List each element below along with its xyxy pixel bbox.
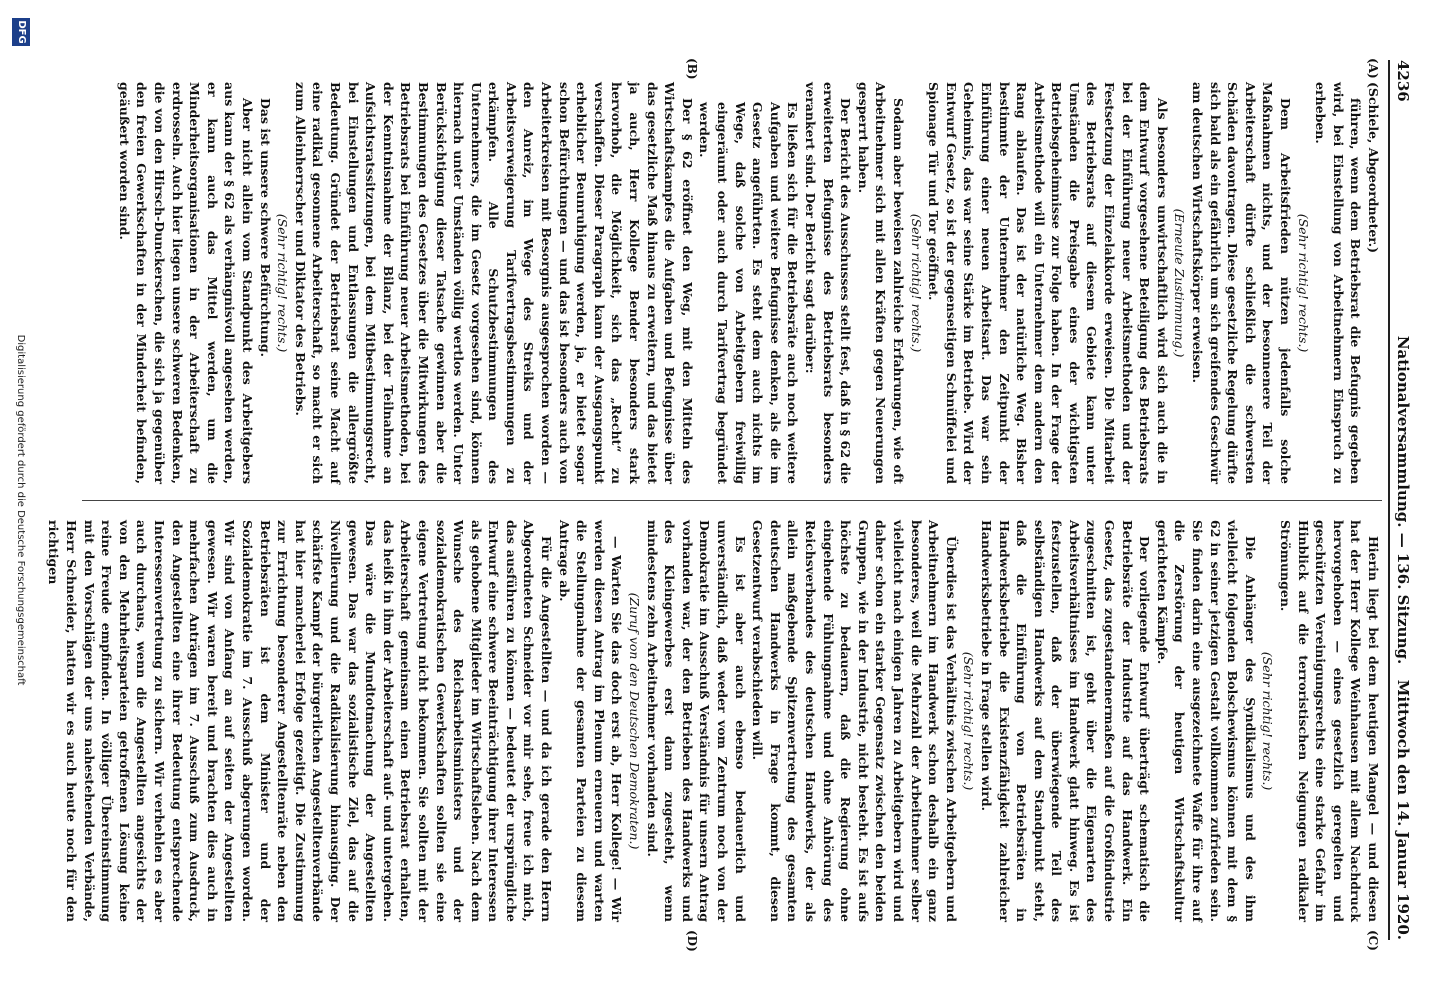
text-paragraph: Sodann aber beweisen zahlreiche Erfahrungen, wie oft Arbeitnehmer sich mit allen Kräften gegen Neuerungen gesperrt haben. bbox=[855, 82, 906, 484]
text-paragraph: Für die Angestellten — und da ich gerade den Herrn Abgeordneten Schneider vor mir sehe, freue ich mich, das ausführen zu können — bedeutet der ursprüngliche Entwurf eine schwere Beeinträchtigung ihrer Interessen als gehobene Mitglieder im Wirtschaftsleben. Nach dem Wunsche des Reichsarbeitsministers und der sozialdemokratischen Gewerkschaften sollten sie eine eigene Vertretung nicht bekommen. Sie sollten mit der Arbeiterschaft gemeinsam einen Betriebsrat erhalten, das heißt in ihm der Arbeiterschaft auf- und untergehen. Das wäre die Mundtotmachung der Angestellten gewesen. Das war das sozialistische Ziel, das auf die Nivellierung und die Radikalisierung hinausging. Der schärfste Kampf der bürgerlichen Angestelltenverbände hat hier mancherlei Erfolge gezeitigt. Die Zustimmung zur Errichtung besonderer Angestelltenräte neben den Betriebsräten ist dem Minister und der Sozialdemokratie im 7. Ausschuß abgerungen worden. Wir sind von Anfang an auf seiten der Angestellten gewesen. Wir waren bereit und brachten dies auch in mehrfachen Anträgen im 7. Ausschuß zum Ausdruck, den Angestellten eine ihrer Bedeutung entsprechende Interessenvertretung zu sichern. Wir verhehlen es aber auch durchaus, wenn die Angestellten angesichts der von den Mehrheitsparteien getroffenen Lösung keine reine Freude empfinden. In völliger Übereinstimmung mit den Vorschlägen der uns nahestehenden Verbände, Herr Schneider, hatten wir es auch heute noch für den richtigen bbox=[46, 520, 555, 922]
text-paragraph: Dem Arbeitsfrieden nützen jedenfalls solche Maßnahmen nichts, und der besonnenere Teil der Arbeiterschaft dürfte schließlich die schwersten Schäden davontragen. Diese gesetzliche Regelung dürfte sich bald als ein gefährlich um sich greifendes Geschwür am deutschen Wirtschaftskörper erweisen. bbox=[1190, 82, 1294, 484]
text-paragraph: Hierin liegt bei dem heutigen Mangel — und diesen hat der Herr Kollege Weinhausen mit allem Nachdruck hervorgehoben — eines gesetzlich geregelten und geschützten Vereinigungsrechts eine starke Gefahr im Hinblick auf die terroristischen Neigungen radikaler Strömungen. bbox=[1278, 520, 1381, 922]
block-quote: Es ließen sich für die Betriebsräte auch noch weitere Aufgaben und weitere Befugnisse denken, als die im Gesetz angeführten. Es steht dem auch nichts im Wege, daß solche von Arbeitgebern freiwillig eingeräumt oder auch durch Tarifvertrag begründet werden. bbox=[697, 102, 801, 484]
interjection-remark: (Sehr richtig! rechts.) bbox=[961, 651, 977, 791]
interjection-remark: (Sehr richtig! rechts.) bbox=[908, 213, 924, 353]
margin-mark-c: (C) bbox=[1366, 930, 1380, 951]
text-paragraph: Das ist unsere schwere Befürchtung. bbox=[257, 98, 273, 357]
page-number: 4236 bbox=[1394, 60, 1412, 102]
dfg-logo: DFG bbox=[12, 18, 30, 46]
interjection-remark: (Sehr richtig! rechts.) bbox=[275, 213, 291, 353]
session-title: Nationalversammlung. — 136. Sitzung. bbox=[1394, 335, 1412, 665]
interjection-remark: (Sehr richtig! rechts.) bbox=[1260, 651, 1276, 791]
text-paragraph: Überdies ist das Verhältnis zwischen Arbeitgebern und Arbeitnehmern im Handwerk schon deshalb ein ganz besonderes, weil die Mehrzahl der Arbeitnehmer selber vielleicht nach einigen Jahren zu Arbeitgebern wird und daher schon ein starker Gegensatz zwischen den beiden Gruppen, wie in der Industrie, nicht besteht. Es ist aufs höchste zu bedauern, daß die Regierung ohne eingehende Fühlungnahme und ohne Anhörung des Reichsverbandes des deutschen Handwerks, der als allein maßgebende Spitzenvertretung des gesamten deutschen Handwerks in Frage kommt, diesen Gesetzentwurf verabschieden will. bbox=[750, 520, 959, 922]
right-text-column bbox=[46, 520, 1382, 922]
header-rule bbox=[1388, 60, 1390, 940]
interjection-remark: (Erneute Zustimmung.) bbox=[1172, 208, 1188, 358]
text-paragraph: führen, wenn dem Betriebsrat die Befugnis gegeben wird, bei Einstellung von Arbeitnehmern Einspruch zu erheben. bbox=[1313, 82, 1364, 484]
text-paragraph: Der Bericht des Ausschusses stellt fest, daß in § 62 die erweiterten Befugnisse des Betriebsrats besonders verankert sind. Der Bericht sagt darüber: bbox=[803, 82, 854, 484]
margin-mark-a: (A) bbox=[1366, 58, 1380, 79]
text-paragraph: Als besonders unwirtschaftlich wird sich auch die in dem Entwurf vorgesehene Beteiligung des Betriebsrats bei der Einführung neuer Arbeitsmethoden und der Festsetzung der Einzelakkorde erweisen. Die Mitarbeit des Betriebsrats auf diesem Gebiete kann unter Umständen die Preisgabe eines der wichtigsten Betriebsgeheimnisse zur Folge haben. In der Frage der Arbeitsmethode will ein Unternehmer dem andern den Rang ablaufen. Das ist der natürliche Weg. Bisher bestimmte der Unternehmer den Zeitpunkt der Einführung einer neuen Arbeitsart. Das war sein Geheimnis, das war seine Stärke im Betriebe. Wird der Entwurf Gesetz, so ist der gegenseitigen Schnüffelei und Spionage Tür und Tor geöffnet. bbox=[926, 82, 1170, 484]
column-divider bbox=[82, 500, 1382, 501]
text-paragraph: — Warten Sie das doch erst ab, Herr Kollege! — Wir werden diesen Antrag im Plenum erneuern und warten die Stellungnahme der gesamten Parteien zu diesem Antrage ab. bbox=[556, 520, 625, 922]
speaker-label: (Schiele, Abgeordneter.) bbox=[1366, 82, 1381, 254]
text-paragraph: Die Anhänger des Syndikalismus und des ihm vielleicht folgenden Bolschewismus können mit dem § 62 in seiner jetzigen Gestalt vollkommen zufrieden sein. Sie finden darin eine ausgezeichnete Waffe für ihre auf die Zerstörung der heutigen Wirtschaftskultur gerichteten Kämpfe. bbox=[1154, 520, 1258, 922]
text-paragraph: Es ist aber auch ebenso bedauerlich und unverständlich, daß weder vom Zentrum noch von der Demokratie im Ausschuß Verständnis für unsern Antrag vorhanden war, der den Betrieben des Handwerks und des Kleingewerbes erst dann zugesteht, wenn mindestens zehn Arbeitnehmer vorhanden sind. bbox=[644, 520, 748, 922]
text-paragraph: Der vorliegende Entwurf überträgt schematisch die Betriebsräte der Industrie auf das Handwerk. Ein Gesetz, das zugestandenermaßen auf die Großindustrie zugeschnitten ist, geht über die Eigenarten des Arbeitsverhältnisses im Handwerk glatt hinweg. Es ist festzustellen, daß der überwiegende Teil des selbständigen Handwerks auf dem Standpunkt steht, daß die Einführung von Betriebsräten in Handwerksbetriebe die Existenzfähigkeit zahlreicher Handwerksbetriebe in Frage stellen wird. bbox=[978, 520, 1153, 922]
page-header bbox=[1388, 60, 1418, 940]
margin-mark-d: (D) bbox=[685, 930, 699, 952]
left-text-column bbox=[82, 82, 1382, 484]
interjection-remark: (Zuruf von den Deutschen Demokraten.) bbox=[627, 592, 643, 850]
text-paragraph: Aber nicht allein vom Standpunkt des Arbeitgebers aus kann der § 62 als verhängnisvoll angesehen werden, er kann auch das Mittel werden, um die Minderheitsorganisationen in der Arbeiterschaft zu erdrosseln. Auch hier liegen unsere schweren Bedenken, die von den Hirsch-Dunckerschen, die sich ja gegenüber den freien Gewerkschaften in der Minderheit befinden, geäußert worden sind. bbox=[116, 82, 255, 484]
interjection-remark: (Sehr richtig! rechts.) bbox=[1295, 213, 1311, 353]
text-paragraph: Der § 62 eröffnet den Weg, mit den Mitteln des Wirtschaftskampfes die Aufgaben und Befugnisse über das gesetzliche Maß hinaus zu erweitern, und das bietet ja auch, Herr Kollege Bender besonders stark hervorhob, die Möglichkeit, sich das „Recht“ zu verschaffen. Dieser Paragraph kann der Ausgangspunkt erheblicher Beunruhigung werden, ja, er bietet sogar schon Befürchtungen — und das ist besonders auch von Arbeiterkreisen mit Besorgnis ausgesprochen worden — den Anreiz, im Wege des Streiks und der Arbeitsverweigerung Tarifvertragsbestimmungen zu erkämpfen. Alle Schutzbestimmungen des Unternehmers, die im Gesetz vorgesehen sind, können hiernach unter Umständen völlig wertlos werden. Unter Berücksichtigung dieser Tatsache gewinnen aber die Bestimmungen des Gesetzes über die Mitwirkungen des Betriebsrats bei Einführung neuer Arbeitsmethoden, bei der Kenntnisnahme der Bilanz, bei der Teilnahme an Aufsichtsratssitzungen, bei dem Mitbestimmungsrecht, bei Einstellungen und Entlassungen die allergrößte Bedeutung. Gründet der Betriebsrat seine Macht auf eine radikal gesonnene Arbeiterschaft, so macht er sich zum Alleinherrscher und Diktator des Betriebs. bbox=[292, 82, 695, 484]
digitization-footnote: Digitalisierung gefördert durch die Deutsche Forschungsgemeinschaft bbox=[15, 334, 26, 686]
session-date: Mittwoch den 14. Januar 1920. bbox=[1394, 679, 1412, 940]
margin-mark-b: (B) bbox=[685, 58, 699, 80]
